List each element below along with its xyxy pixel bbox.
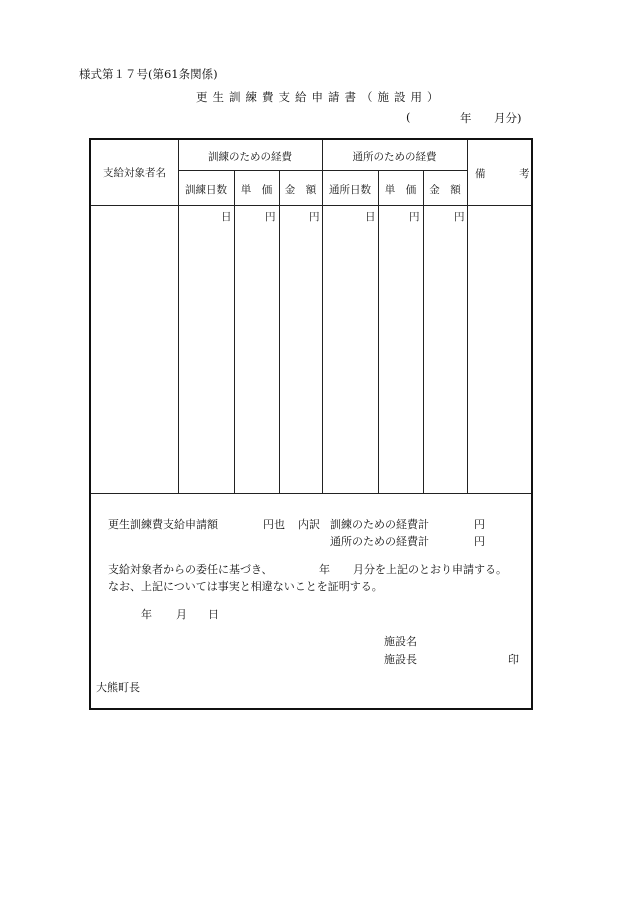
application-form-frame <box>89 138 533 710</box>
training-total-unit: 円 <box>474 518 485 531</box>
request-amount-label: 更生訓練費支給申請額 <box>108 518 218 531</box>
application-period <box>406 110 522 125</box>
commute-amount-unit: 円 <box>454 211 465 223</box>
training-days-header: 訓練日数 <box>185 184 227 196</box>
commute-amount-header: 金 額 <box>429 184 461 196</box>
training-total-label: 訓練のための経費計 <box>330 518 429 531</box>
statement-line-1-start: 支給対象者からの委任に基づき、 <box>108 563 273 576</box>
header-bottom-line <box>91 205 531 206</box>
breakdown-label: 内訳 <box>298 518 320 531</box>
date-month-label: 月 <box>176 608 187 621</box>
commute-unit-price-unit: 円 <box>409 211 420 223</box>
facility-name-label: 施設名 <box>384 635 417 648</box>
training-unit-price-unit: 円 <box>265 211 276 223</box>
commute-unit-price-header: 単 価 <box>384 184 417 196</box>
training-expense-header: 訓練のための経費 <box>208 151 292 163</box>
period-month-label: 月分) <box>494 111 522 125</box>
training-unit-price-header: 単 価 <box>240 184 273 196</box>
period-open: ( <box>406 110 411 124</box>
addressee: 大熊町長 <box>96 681 140 694</box>
table-bottom-line <box>91 493 531 494</box>
remarks-header-char-2: 考 <box>519 168 530 180</box>
training-amount-header: 金 額 <box>284 184 317 196</box>
statement-year-label: 年 <box>319 563 330 576</box>
training-amount-unit: 円 <box>309 211 320 223</box>
commute-days-header: 通所日数 <box>329 184 371 196</box>
commute-expense-header: 通所のための経費 <box>352 151 437 163</box>
col-divider <box>467 140 468 494</box>
commute-total-label: 通所のための経費計 <box>330 535 429 548</box>
request-amount-unit: 円也 <box>263 518 285 531</box>
period-year-label: 年 <box>460 111 472 125</box>
statement-line-1-end: 月分を上記のとおり申請する。 <box>353 563 507 576</box>
recipient-name-header: 支給対象者名 <box>103 167 166 179</box>
col-divider <box>279 170 280 494</box>
statement-line-2: なお、上記については事実と相違ないことを証明する。 <box>108 580 383 593</box>
col-divider <box>378 170 379 494</box>
form-number: 様式第１７号(第61条関係) <box>79 67 218 81</box>
date-day-label: 日 <box>208 608 219 621</box>
commute-days-unit: 日 <box>365 211 376 223</box>
col-divider <box>423 170 424 494</box>
seal-mark: 印 <box>508 653 519 666</box>
remarks-header-char-1: 備 <box>475 168 486 180</box>
date-year-label: 年 <box>141 608 152 621</box>
form-title: 更生訓練費支給申請書（施設用） <box>196 90 444 104</box>
facility-head-label: 施設長 <box>384 653 417 666</box>
training-days-unit: 日 <box>221 211 232 223</box>
col-divider <box>234 170 235 494</box>
commute-total-unit: 円 <box>474 535 485 548</box>
